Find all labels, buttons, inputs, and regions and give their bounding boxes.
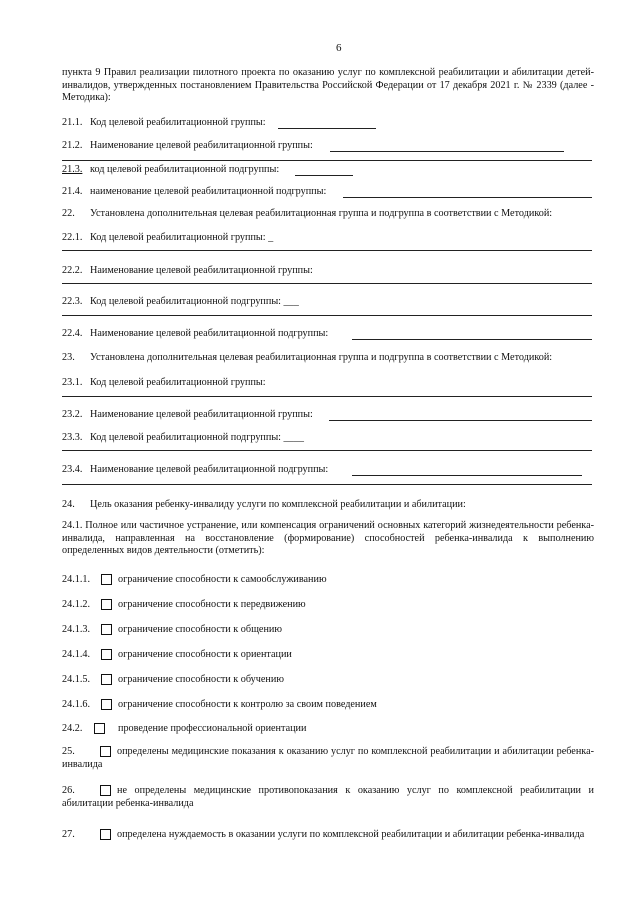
item-number: 21.4. (62, 186, 83, 197)
item-number: 21.1. (62, 117, 83, 128)
item-label: Код целевой реабилитационной подгруппы: ___ (90, 296, 299, 307)
fill-line[interactable] (62, 250, 592, 251)
fill-line[interactable] (278, 128, 376, 129)
item-label: проведение профессиональной ориентации (118, 723, 307, 734)
item-22-1 (62, 232, 273, 244)
checkbox[interactable] (101, 624, 112, 635)
item-23-1 (62, 377, 266, 389)
item-label: Установлена дополнительная целевая реабилитационная группа и подгруппа в соответствии с Методикой: (90, 352, 553, 363)
item-label: Наименование целевой реабилитационной подгруппы: (90, 464, 329, 475)
item-number: 23.3. (62, 432, 83, 443)
item-24-1-1 (62, 574, 90, 586)
item-label: Наименование целевой реабилитационной группы: (90, 409, 313, 420)
checkbox[interactable] (101, 574, 112, 585)
item-label: код целевой реабилитационной подгруппы: (90, 164, 280, 175)
item-label: ограничение способности к общению (118, 624, 282, 635)
fill-line[interactable] (62, 450, 592, 451)
item-label: Цель оказания ребенку-инвалиду услуги по комплексной реабилитации и абилитации: (90, 499, 466, 510)
fill-line[interactable] (329, 420, 592, 421)
item-24-1-6 (62, 699, 90, 711)
item-number: 22.3. (62, 296, 83, 307)
item-number: 23.1. (62, 377, 83, 388)
item-number: 24. (62, 499, 75, 510)
item-label: Код целевой реабилитационной группы: (90, 117, 266, 128)
item-number: 22.2. (62, 265, 83, 276)
item-number: 24.1.2. (62, 599, 91, 610)
item-24-1-3 (62, 624, 90, 636)
item-24-1-4 (62, 649, 90, 661)
item-21-4 (62, 186, 326, 198)
item-23-4 (62, 464, 328, 476)
checkbox[interactable] (101, 599, 112, 610)
item-25-label: определены медицинские показания к оказанию услуг по комплексной реабилитации и абилитации ребенка-инвалида (62, 746, 594, 770)
item-22-3 (62, 296, 299, 308)
item-label: Код целевой реабилитационной группы: (90, 377, 266, 388)
item-21-3 (62, 164, 279, 176)
item-21-2 (62, 140, 313, 152)
fill-line[interactable] (352, 339, 592, 340)
fill-line[interactable] (62, 396, 592, 397)
item-label: ограничение способности к передвижению (118, 599, 306, 610)
item-25-number: 25. (62, 746, 75, 757)
fill-line[interactable] (62, 283, 592, 284)
item-label: наименование целевой реабилитационной подгруппы: (90, 186, 327, 197)
item-26-label: не определены медицинские противопоказания к оказанию услуг по комплексной реабилитации и абилитации ребенка-инвалида (62, 785, 594, 809)
item-24-1-5 (62, 674, 90, 686)
item-label: ограничение способности к ориентации (118, 649, 292, 660)
fill-line[interactable] (330, 151, 564, 152)
item-number: 21.3. (62, 164, 83, 175)
item-number: 23.4. (62, 464, 83, 475)
item-23-3 (62, 432, 304, 444)
item-27-label: определена нуждаемость в оказании услуги по комплексной реабилитации и абилитации ребенка-инвалида (117, 829, 585, 840)
item-22-4 (62, 328, 328, 340)
item-23 (62, 352, 552, 364)
fill-line[interactable] (352, 475, 582, 476)
fill-line[interactable] (295, 175, 353, 176)
item-label: ограничение способности к обучению (118, 674, 284, 685)
item-number: 24.1.3. (62, 624, 91, 635)
item-21-1 (62, 117, 266, 129)
item-22 (62, 208, 552, 220)
item-22-2 (62, 265, 313, 277)
fill-line[interactable] (62, 484, 592, 485)
item-label: Наименование целевой реабилитационной группы: (90, 265, 313, 276)
item-number: 24.1.6. (62, 699, 91, 710)
item-24 (62, 499, 466, 511)
item-number: 24.1.5. (62, 674, 91, 685)
item-number: 22. (62, 208, 75, 219)
item-23-2 (62, 409, 313, 421)
item-label: ограничение способности к самообслуживанию (118, 574, 327, 585)
item-number: 21.2. (62, 140, 83, 151)
item-label: Наименование целевой реабилитационной группы: (90, 140, 313, 151)
item-label: Наименование целевой реабилитационной подгруппы: (90, 328, 329, 339)
checkbox[interactable] (101, 699, 112, 710)
checkbox[interactable] (101, 649, 112, 660)
checkbox[interactable] (101, 674, 112, 685)
item-24-1: 24.1. Полное или частичное устранение, или компенсация ограничений основных категорий жизнедеятельности ребенка-инвалида, направленная на восстановление (формирование) способностей ребенка-инвалида к выполнению определенных видов деятельности (отметить): (62, 520, 594, 557)
item-label: Код целевой реабилитационной группы: _ (90, 232, 274, 243)
item-24-2 (62, 723, 82, 735)
item-number: 22.4. (62, 328, 83, 339)
item-label: ограничение способности к контролю за своим поведением (118, 699, 377, 710)
fill-line[interactable] (62, 315, 592, 316)
item-26-number: 26. (62, 785, 75, 796)
item-label: Код целевой реабилитационной подгруппы: ____ (90, 432, 304, 443)
fill-line[interactable] (62, 160, 592, 161)
item-number: 24.1.4. (62, 649, 91, 660)
checkbox[interactable] (94, 723, 105, 734)
item-number: 22.1. (62, 232, 83, 243)
page-number: 6 (336, 42, 342, 54)
item-number: 24.2. (62, 723, 83, 734)
item-27-number: 27. (62, 829, 75, 840)
item-label: Установлена дополнительная целевая реабилитационная группа и подгруппа в соответствии с Методикой: (90, 208, 553, 219)
item-number: 23.2. (62, 409, 83, 420)
item-24-1-2 (62, 599, 90, 611)
item-number: 23. (62, 352, 75, 363)
intro-paragraph: пункта 9 Правил реализации пилотного проекта по оказанию услуг по комплексной реабилитации и абилитации детей-инвалидов, утвержденных постановлением Правительства Российской Федерации от 17 декабря 2021 г. № 2339 (далее - Методика): (62, 67, 594, 104)
item-number: 24.1.1. (62, 574, 91, 585)
fill-line[interactable] (343, 197, 592, 198)
